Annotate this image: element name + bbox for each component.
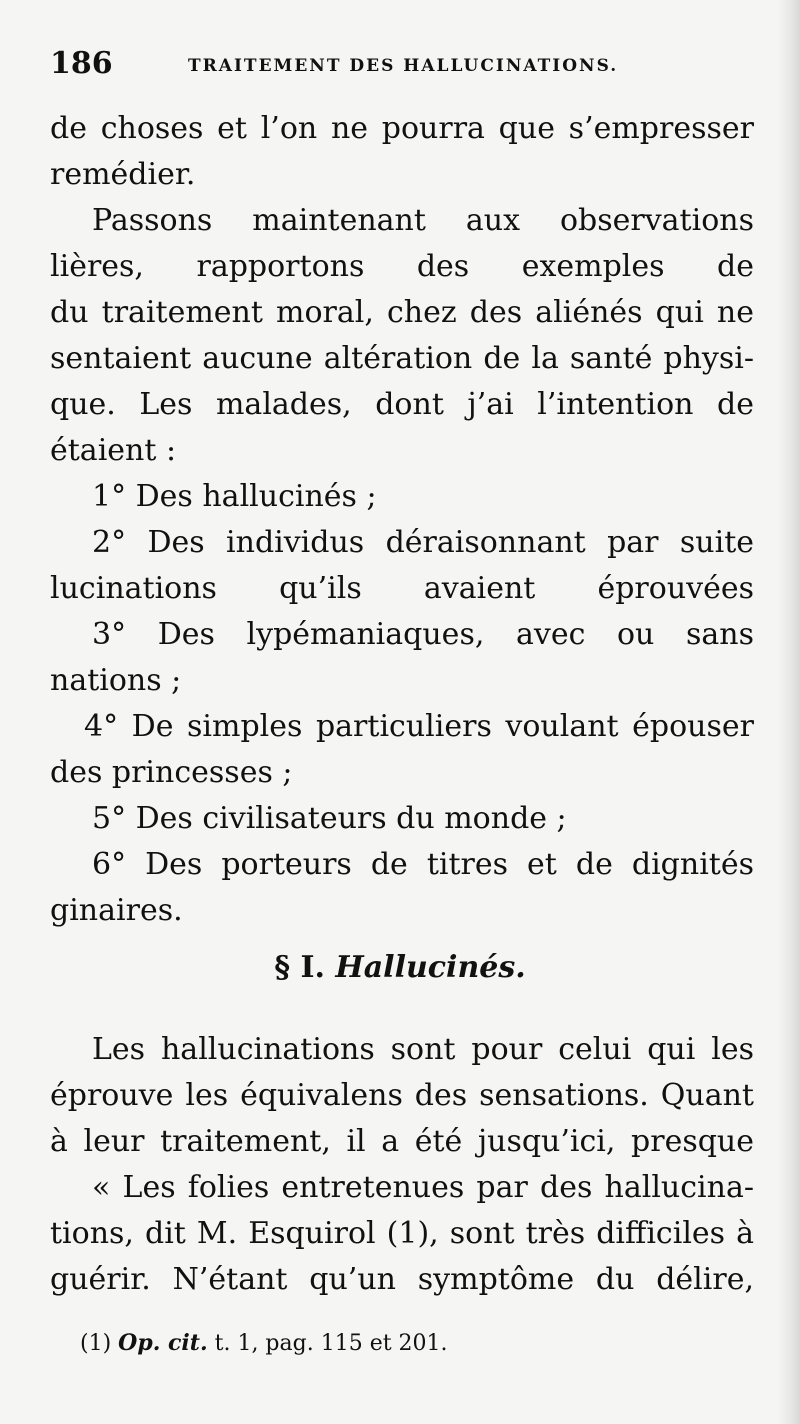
text-line: étaient : bbox=[50, 433, 177, 468]
footnote-marker: (1) bbox=[80, 1331, 112, 1356]
text-line: lucinations qu’ils avaient éprouvées bbox=[50, 571, 754, 606]
text-line: remédier. bbox=[50, 157, 196, 192]
list-item: 4° De simples particuliers voulant épouser bbox=[84, 709, 754, 744]
list-item: 3° Des lypémaniaques, avec ou sans bbox=[92, 617, 754, 652]
text-line: à leur traitement, il a été jusqu’ici, presque bbox=[50, 1124, 754, 1159]
page-number: 186 bbox=[50, 46, 113, 81]
footnote-reference: Op. cit. bbox=[118, 1330, 208, 1356]
text-line: que. Les malades, dont j’ai l’intention de bbox=[50, 387, 754, 422]
footnote bbox=[80, 1330, 448, 1356]
text-line: « Les folies entretenues par des hallucina- bbox=[92, 1170, 754, 1205]
text-line: sentaient aucune altération de la santé physi- bbox=[50, 341, 754, 376]
text-line: ginaires. bbox=[50, 893, 183, 928]
running-title: TRAITEMENT DES HALLUCINATIONS. bbox=[188, 56, 619, 76]
text-line: guérir. N’étant qu’un symptôme du délire, bbox=[50, 1262, 754, 1297]
list-item: 1° Des hallucinés ; bbox=[92, 479, 377, 514]
text-line: Passons maintenant aux observations bbox=[92, 203, 754, 238]
text-line: de choses et l’on ne pourra que s’empresser bbox=[50, 111, 754, 146]
text-line: du traitement moral, chez des aliénés qui ne bbox=[50, 295, 754, 330]
section-number: § I. bbox=[274, 950, 325, 985]
body-text bbox=[50, 106, 754, 934]
section-heading bbox=[0, 950, 800, 985]
section-title: Hallucinés. bbox=[335, 950, 526, 985]
footnote-text: t. 1, pag. 115 et 201. bbox=[214, 1331, 448, 1356]
list-item: 6° Des porteurs de titres et de dignités bbox=[92, 847, 754, 882]
page-header bbox=[50, 46, 750, 86]
list-item: 2° Des individus déraisonnant par suite bbox=[92, 525, 754, 560]
text-line: des princesses ; bbox=[50, 755, 293, 790]
list-item: 5° Des civilisateurs du monde ; bbox=[92, 801, 567, 836]
text-line: nations ; bbox=[50, 663, 182, 698]
text-line: Les hallucinations sont pour celui qui les bbox=[92, 1032, 754, 1067]
section-paragraph bbox=[50, 1027, 754, 1303]
text-line: tions, dit M. Esquirol (1), sont très difficiles à bbox=[50, 1216, 754, 1251]
text-line: éprouve les équivalens des sensations. Quant bbox=[50, 1078, 754, 1113]
text-line: lières, rapportons des exemples de bbox=[50, 249, 754, 284]
page-edge-shadow bbox=[778, 0, 800, 1424]
